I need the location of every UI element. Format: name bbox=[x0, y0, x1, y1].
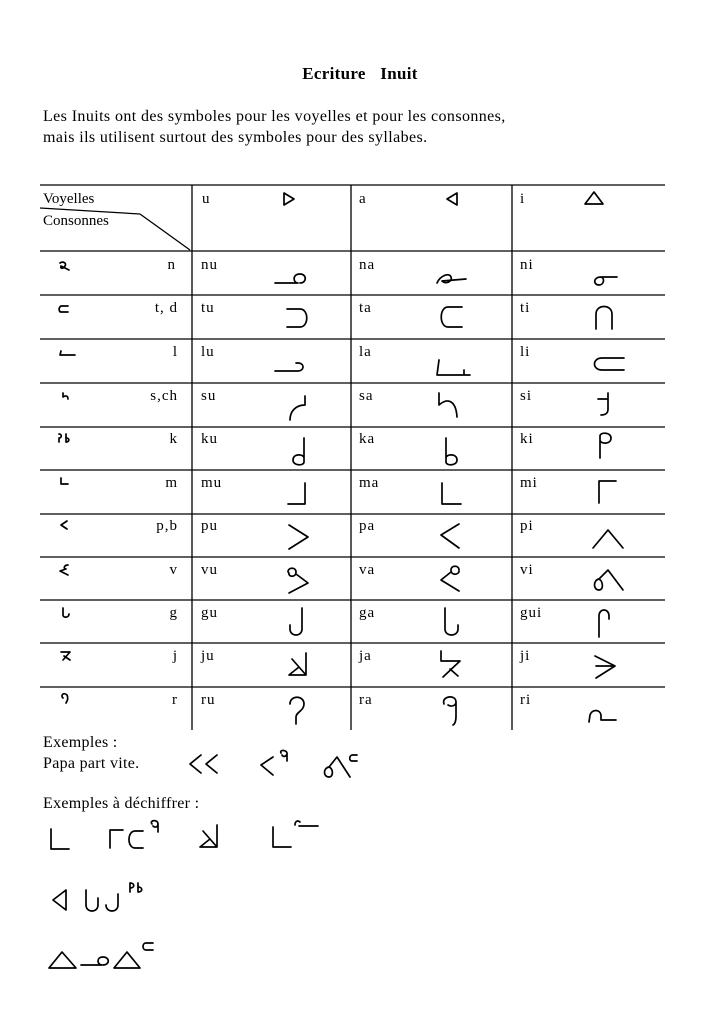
symbol-ta bbox=[436, 304, 466, 330]
exercise-word-1 bbox=[46, 825, 74, 855]
syl-lu: lu bbox=[201, 344, 215, 360]
symbol-ti bbox=[592, 302, 618, 332]
example-sentence: Papa part vite. bbox=[43, 755, 140, 772]
symbol-tu bbox=[284, 306, 314, 330]
consonant-j: j bbox=[172, 648, 178, 664]
symbol-pu bbox=[286, 522, 312, 552]
syl-ki: ki bbox=[520, 431, 534, 447]
header-voyelles: Voyelles bbox=[43, 191, 95, 207]
syl-vu: vu bbox=[201, 562, 218, 578]
syl-ku: ku bbox=[201, 431, 218, 447]
symbol-na bbox=[434, 266, 474, 288]
syl-ru: ru bbox=[201, 692, 216, 708]
symbol-ju bbox=[285, 650, 311, 680]
consonant-v: v bbox=[169, 562, 178, 578]
syl-ra: ra bbox=[359, 692, 373, 708]
example-vite-symbols bbox=[320, 752, 360, 782]
vowel-u-symbol bbox=[282, 192, 296, 206]
syl-ti: ti bbox=[520, 300, 531, 316]
syl-mi: mi bbox=[520, 475, 538, 491]
symbol-gui bbox=[594, 606, 614, 640]
consonant-t: t, d bbox=[154, 300, 178, 316]
symbol-nu bbox=[272, 266, 312, 288]
symbol-pi bbox=[590, 525, 626, 551]
final-j-symbol bbox=[59, 649, 73, 663]
exercise-word-2 bbox=[106, 818, 166, 852]
examples-label: Exemples : bbox=[43, 734, 118, 751]
symbol-pa bbox=[437, 521, 463, 551]
exercise-word-4 bbox=[268, 815, 324, 851]
consonant-m: m bbox=[165, 475, 178, 491]
vowel-a-symbol bbox=[445, 192, 459, 206]
final-r-symbol bbox=[59, 692, 71, 704]
syl-ri: ri bbox=[520, 692, 532, 708]
final-m-symbol bbox=[58, 476, 70, 488]
symbol-va bbox=[437, 563, 465, 595]
syl-su: su bbox=[201, 388, 217, 404]
syl-pu: pu bbox=[201, 518, 218, 534]
intro-line-2: mais ils utilisent surtout des symboles pour des syllabes. bbox=[43, 129, 428, 146]
syl-ni: ni bbox=[520, 257, 534, 273]
symbol-ni bbox=[589, 266, 629, 288]
final-p-symbol bbox=[58, 519, 70, 531]
symbol-ma bbox=[438, 480, 464, 508]
syl-pa: pa bbox=[359, 518, 376, 534]
symbol-mi bbox=[594, 477, 618, 505]
syl-gu: gu bbox=[201, 605, 218, 621]
symbol-ku bbox=[288, 436, 310, 468]
symbol-ki bbox=[595, 430, 617, 462]
syl-ka: ka bbox=[359, 431, 376, 447]
syl-ju: ju bbox=[201, 648, 215, 664]
final-t-symbol bbox=[57, 303, 71, 315]
symbol-gu bbox=[286, 605, 308, 639]
syl-sa: sa bbox=[359, 388, 374, 404]
syl-va: va bbox=[359, 562, 376, 578]
symbol-vi bbox=[590, 566, 626, 594]
consonant-n: n bbox=[167, 257, 176, 273]
example-part-symbols bbox=[257, 750, 293, 780]
final-l-symbol bbox=[57, 347, 77, 359]
consonant-p: p,b bbox=[156, 518, 178, 534]
final-s-symbol bbox=[60, 390, 70, 402]
consonant-l: l bbox=[172, 344, 178, 360]
symbol-ga bbox=[441, 605, 463, 639]
symbol-mu bbox=[285, 480, 309, 508]
symbol-lu bbox=[272, 354, 314, 376]
syl-ja: ja bbox=[359, 648, 372, 664]
vowel-a-label: a bbox=[359, 191, 367, 207]
syl-gui: gui bbox=[520, 605, 543, 621]
syl-ma: ma bbox=[359, 475, 380, 491]
syl-pi: pi bbox=[520, 518, 534, 534]
exercise-word-3 bbox=[196, 822, 222, 852]
consonant-g: g bbox=[169, 605, 178, 621]
syl-ga: ga bbox=[359, 605, 376, 621]
vowel-u-label: u bbox=[202, 191, 211, 207]
exercise-label: Exemples à déchiffrer : bbox=[43, 795, 200, 812]
syl-la: la bbox=[359, 344, 372, 360]
symbol-ja bbox=[438, 648, 464, 680]
symbol-vu bbox=[284, 565, 312, 597]
vowel-i-label: i bbox=[520, 191, 526, 207]
syl-vi: vi bbox=[520, 562, 534, 578]
exercise-word-6 bbox=[44, 935, 174, 975]
symbol-sa bbox=[436, 391, 462, 421]
consonant-r: r bbox=[172, 692, 178, 708]
final-k-symbol bbox=[56, 432, 74, 444]
symbol-li bbox=[588, 354, 630, 376]
symbol-ji bbox=[592, 652, 618, 682]
syl-nu: nu bbox=[201, 257, 218, 273]
symbol-su bbox=[286, 393, 310, 423]
symbol-ri bbox=[586, 707, 620, 725]
final-n-symbol bbox=[57, 260, 71, 272]
exercise-word-5 bbox=[48, 880, 168, 916]
header-consonnes: Consonnes bbox=[43, 213, 109, 229]
intro-line-1: Les Inuits ont des symboles pour les voyelles et pour les consonnes, bbox=[43, 108, 506, 125]
final-v-symbol bbox=[57, 563, 71, 577]
final-g-symbol bbox=[60, 606, 72, 620]
symbol-la bbox=[434, 358, 476, 380]
consonant-s: s,ch bbox=[150, 388, 178, 404]
syl-tu: tu bbox=[201, 300, 215, 316]
vowel-i-symbol bbox=[583, 190, 605, 206]
consonant-k: k bbox=[169, 431, 178, 447]
syl-ta: ta bbox=[359, 300, 372, 316]
syl-si: si bbox=[520, 388, 533, 404]
syl-mu: mu bbox=[201, 475, 223, 491]
syl-na: na bbox=[359, 257, 376, 273]
symbol-ka bbox=[441, 436, 463, 468]
example-papa-symbols bbox=[186, 752, 222, 776]
symbol-ra bbox=[440, 692, 462, 728]
syl-li: li bbox=[520, 344, 531, 360]
symbol-si bbox=[595, 389, 617, 419]
syl-ji: ji bbox=[520, 648, 531, 664]
page-title: Ecriture Inuit bbox=[302, 64, 418, 83]
symbol-ru bbox=[286, 693, 308, 727]
